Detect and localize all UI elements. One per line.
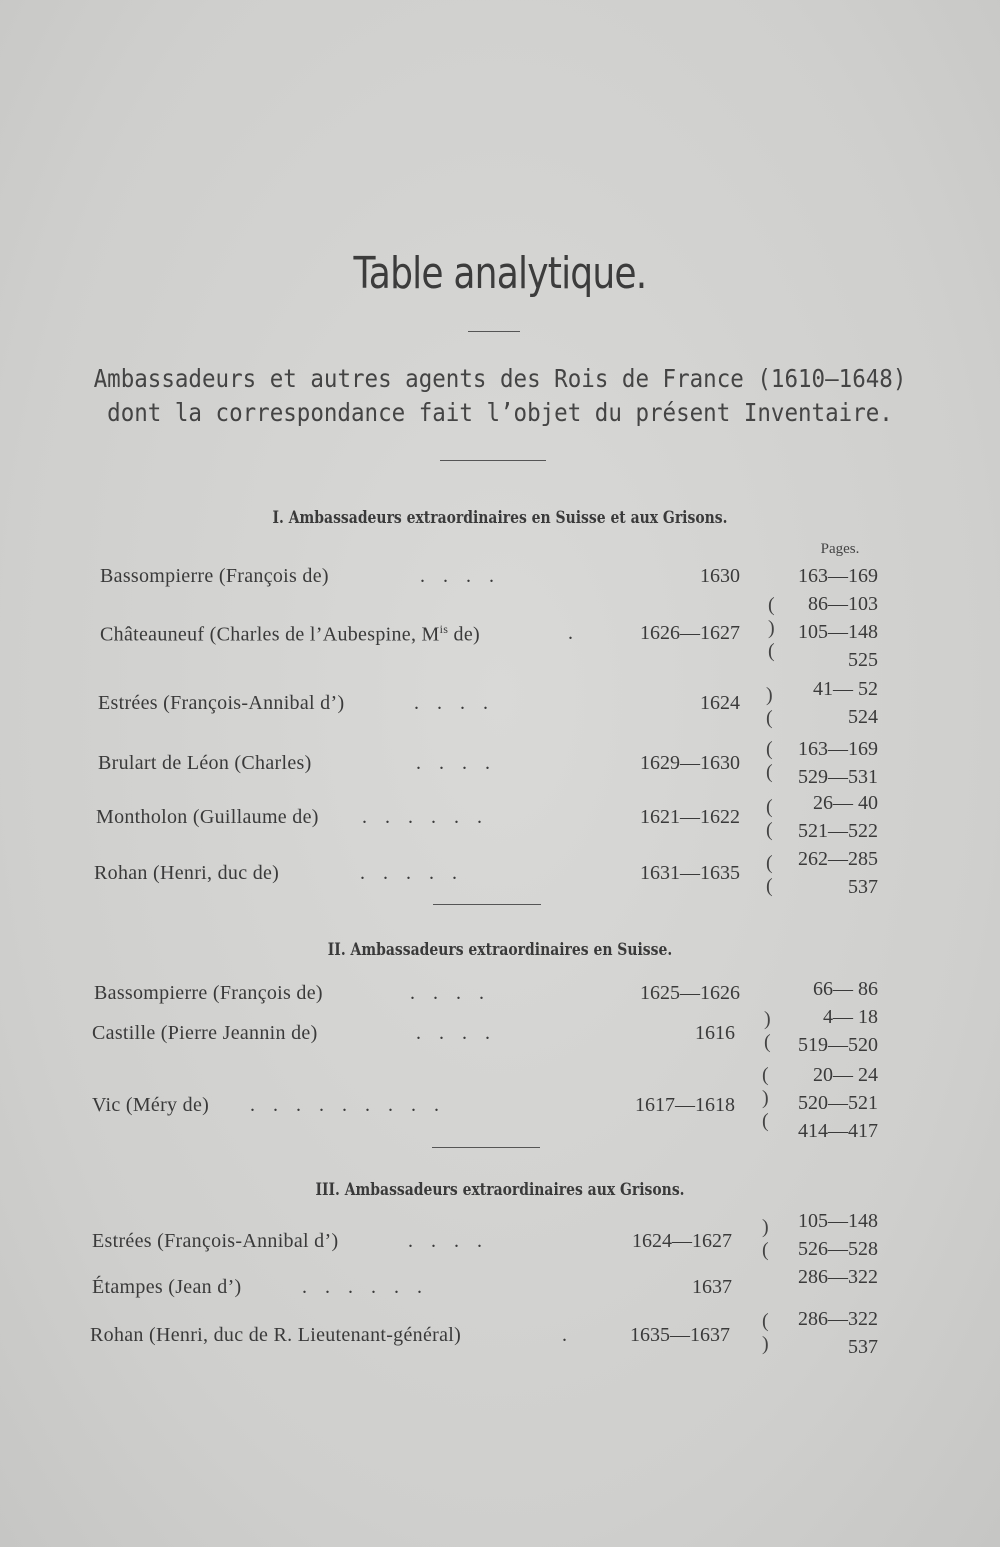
leader-dots: ...... [302,1276,440,1298]
section-rule [433,904,541,905]
entry-name: Estrées (François-Annibal d’) [98,692,345,714]
entry-pages: 526—528 [798,1238,878,1260]
leader-dots: .... [408,1230,500,1252]
entry [90,1308,890,1358]
brace: ( ) [762,1310,769,1355]
entry-pages: 163—169 [798,565,878,587]
entry [90,792,890,842]
subtitle [0,362,1000,430]
entry [90,738,890,788]
entry [90,848,890,898]
subtitle-line-2: dont la correspondance fait l’objet du présent Inventaire. [107,398,893,427]
entry-name: Étampes (Jean d’) [92,1276,242,1298]
entry-years: 1616 [695,1022,735,1044]
brace: ) ( [762,1216,769,1261]
entry-name: Brulart de Léon (Charles) [98,752,312,774]
entry-years: 1631—1635 [640,862,740,884]
brace: ( ( [766,738,773,783]
entry [90,978,890,1004]
leader-dots: . [562,1324,585,1346]
entry-years: 1626—1627 [640,622,740,644]
entry [90,1210,890,1261]
leader-dots: ..... [360,862,475,884]
leader-dots: .... [420,565,512,587]
entry-name: Rohan (Henri, duc de R. Lieutenant-général) [90,1324,462,1346]
brace: ( ( [766,852,773,897]
entry-pages: 41— 52 [813,678,878,700]
entry-pages: 4— 18 [823,1006,878,1028]
entry-name: Bassompierre (François de) [94,982,323,1004]
entry-pages: 521—522 [798,820,878,842]
entry-name: Châteauneuf (Charles de l’Aubespine, $M^{is}$ de) [100,622,480,646]
entry-pages: 286—322 [798,1266,878,1288]
entry-pages: 86—103 [808,593,878,615]
entry-pages: 26— 40 [813,792,878,814]
entry-years: 1637 [692,1276,732,1298]
brace: ) ( [764,1008,771,1053]
entry-years: 1624 [700,692,740,714]
entry-pages: 286—322 [798,1308,878,1330]
entry-name: Estrées (François-Annibal d’) [92,1230,339,1252]
brace: ( ( [766,796,773,841]
section-heading-2: II. Ambassadeurs extraordinaires en Suisse. [327,940,673,960]
entry-name: Vic (Méry de) [92,1094,210,1116]
entry-pages: 529—531 [798,766,878,788]
entry-name: Bassompierre (François de) [100,565,329,587]
brace: ( ) ( [768,594,775,662]
leader-dots: ......... [250,1094,457,1116]
brace: ( ) ( [762,1064,769,1132]
entry-pages: 20— 24 [813,1064,878,1086]
subtitle-rule [440,460,546,461]
entry-years: 1624—1627 [632,1230,732,1252]
entry [90,1266,890,1298]
section-heading-1: I. Ambassadeurs extraordinaires en Suisse et aux Grisons. [272,508,728,528]
section-rule [432,1147,540,1148]
leader-dots: .... [416,752,508,774]
entry-name: Montholon (Guillaume de) [96,806,319,828]
entry [90,678,890,729]
entry-pages: 163—169 [798,738,878,760]
entry-pages: 66— 86 [813,978,878,1000]
title-rule [468,331,520,332]
pages-column-label: Pages. [820,541,860,557]
page-title: Table analytique. [353,248,647,299]
entry [90,1064,890,1142]
entry-pages: 105—148 [798,1210,878,1232]
entry [90,593,890,671]
section-heading-3: III. Ambassadeurs extraordinaires aux Grisons. [315,1180,685,1200]
entry-years: 1630 [700,565,740,587]
entry-name: Rohan (Henri, duc de) [94,862,280,884]
entry-pages: 519—520 [798,1034,878,1056]
entry-pages: 414—417 [798,1120,878,1142]
leader-dots: . [568,622,591,644]
entry-pages: 105—148 [798,621,878,643]
entry-pages: 520—521 [798,1092,878,1114]
entry-years: 1629—1630 [640,752,740,774]
entry-years: 1617—1618 [635,1094,735,1116]
leader-dots: .... [414,692,506,714]
entry-pages: 537 [848,876,878,898]
leader-dots: .... [410,982,502,1004]
entry-years: 1621—1622 [640,806,740,828]
entry-name: Castille (Pierre Jeannin de) [92,1022,318,1044]
leader-dots: .... [416,1022,508,1044]
entry-pages: 525 [848,649,878,671]
entry-years: 1635—1637 [630,1324,730,1346]
entry-years: 1625—1626 [640,982,740,1004]
entry-pages: 524 [848,706,878,728]
entry [90,1006,890,1056]
entry [90,565,890,585]
entry-pages: 537 [848,1336,878,1358]
subtitle-line-1: Ambassadeurs et autres agents des Rois de France (1610—1648) [93,364,907,393]
brace: ) ( [766,684,773,729]
entry-pages: 262—285 [798,848,878,870]
leader-dots: ...... [362,806,500,828]
